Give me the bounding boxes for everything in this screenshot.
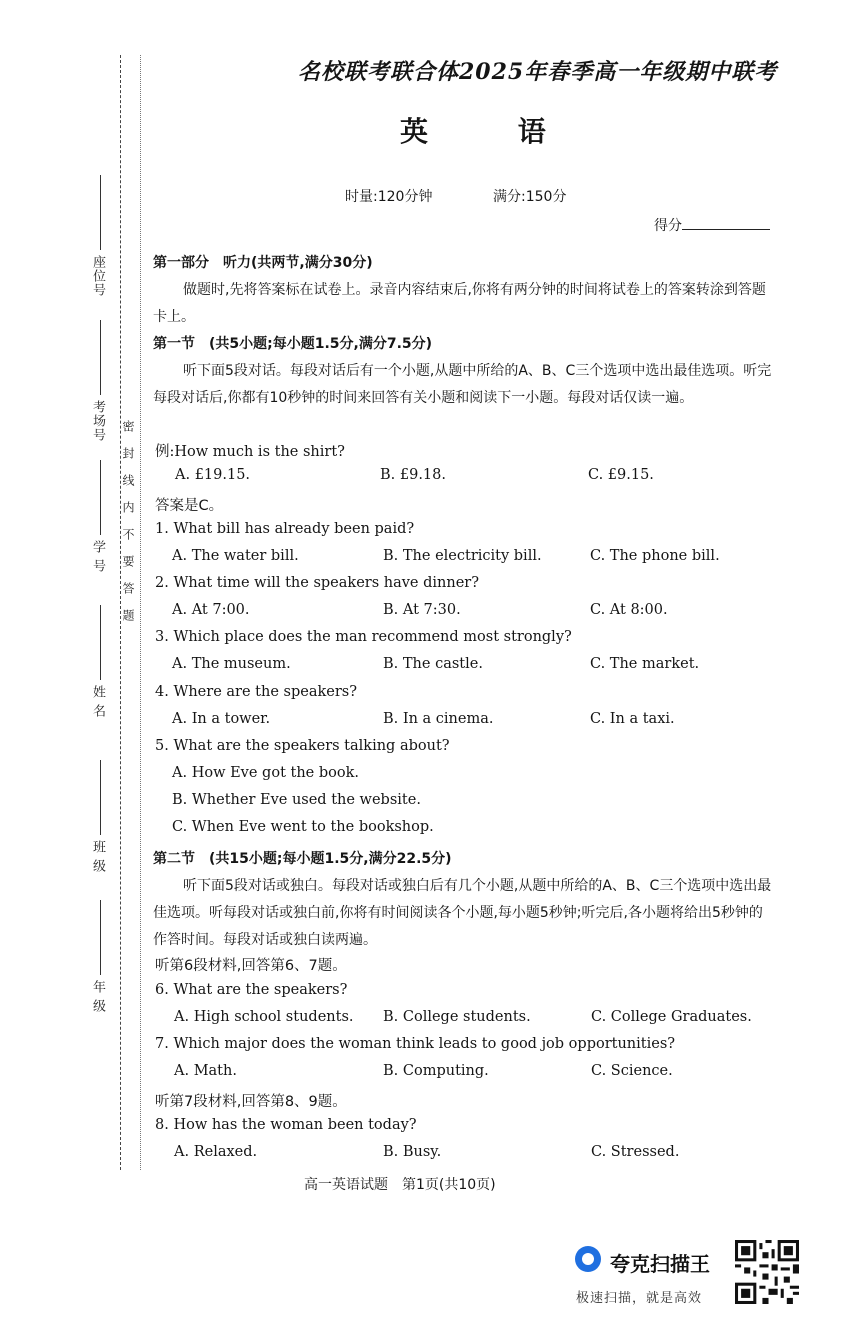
- q8-option-b: B. Busy.: [383, 1144, 442, 1160]
- q8-option-c: C. Stressed.: [591, 1144, 680, 1160]
- material-7-note: 听第7段材料,回答第8、9题。: [155, 1094, 347, 1110]
- full-score: 满分:150分: [493, 189, 567, 205]
- section1-title: 第一节 (共5小题;每小题1.5分,满分7.5分): [153, 336, 433, 352]
- q2-option-c: C. At 8:00.: [590, 602, 668, 618]
- scanner-slogan: 极速扫描，就是高效: [576, 1291, 703, 1306]
- exam-title: 名校联考联合体2025年春季高一年级期中联考: [298, 59, 778, 85]
- q5-option-b: B. Whether Eve used the website.: [172, 792, 421, 808]
- binding-dotted-line: [140, 55, 141, 1170]
- scanner-app-name: 夸克扫描王: [610, 1252, 710, 1276]
- student-no-blank: [100, 460, 101, 535]
- section1-instruction: 听下面5段对话。每段对话后有一个小题,从题中所给的A、B、C三个选项中选出最佳选项。听完每段对话后,你都有10秒钟的时间来回答有关小题和阅读下一小题。每段对话仅读一遍。: [153, 363, 772, 406]
- question-1: 1. What bill has already been paid?: [155, 521, 415, 537]
- question-6: 6. What are the speakers?: [155, 982, 348, 998]
- q5-option-c: C. When Eve went to the bookshop.: [172, 819, 434, 835]
- q2-option-a: A. At 7:00.: [172, 602, 250, 618]
- example-option-b: B. £9.18.: [380, 467, 446, 483]
- example-question: 例:How much is the shirt?: [155, 444, 345, 460]
- part1-instruction: 做题时,先将答案标在试卷上。录音内容结束后,你将有两分钟的时间将试卷上的答案转涂到答题卡上。: [153, 282, 766, 325]
- q7-option-c: C. Science.: [591, 1063, 673, 1079]
- q6-option-c: C. College Graduates.: [591, 1009, 752, 1025]
- grade-blank: [100, 900, 101, 975]
- qr-code-icon: [735, 1240, 799, 1304]
- seal-notice: 密封线内不要答题: [121, 420, 135, 636]
- seat-blank: [100, 175, 101, 250]
- name-label: 姓 名: [90, 685, 105, 719]
- question-4: 4. Where are the speakers?: [155, 684, 357, 700]
- page-footer: 高一英语试题 第1页(共10页): [304, 1177, 496, 1193]
- subject-title: 英 语: [400, 115, 586, 148]
- question-8: 8. How has the woman been today?: [155, 1117, 417, 1133]
- q4-option-a: A. In a tower.: [172, 711, 271, 727]
- example-answer: 答案是C。: [155, 498, 224, 514]
- section2-instruction: 听下面5段对话或独白。每段对话或独白后有几个小题,从题中所给的A、B、C三个选项中选出最佳选项。听每段对话或独白前,你将有时间阅读各个小题,每小题5秒钟;听完后,各小题将给出5秒钟的作答时间。每段对话或独白读两遍。: [153, 878, 772, 948]
- score-label: 得分: [654, 218, 682, 234]
- material-6-note: 听第6段材料,回答第6、7题。: [155, 958, 347, 974]
- grade-label: 年 级: [90, 980, 105, 1014]
- q6-option-a: A. High school students.: [174, 1009, 354, 1025]
- q3-option-c: C. The market.: [590, 656, 700, 672]
- example-option-a: A. £19.15.: [175, 467, 251, 483]
- q4-option-b: B. In a cinema.: [383, 711, 494, 727]
- q2-option-b: B. At 7:30.: [383, 602, 461, 618]
- q3-option-b: B. The castle.: [383, 656, 483, 672]
- student-no-label: 学 号: [90, 540, 105, 574]
- q5-option-a: A. How Eve got the book.: [172, 765, 359, 781]
- quark-logo-icon: [575, 1246, 601, 1272]
- exam-time: 时量:120分钟: [345, 189, 433, 205]
- q3-option-a: A. The museum.: [172, 656, 291, 672]
- question-5: 5. What are the speakers talking about?: [155, 738, 450, 754]
- q8-option-a: A. Relaxed.: [174, 1144, 258, 1160]
- room-blank: [100, 320, 101, 395]
- q6-option-b: B. College students.: [383, 1009, 531, 1025]
- class-label: 班 级: [90, 840, 105, 874]
- q1-option-b: B. The electricity bill.: [383, 548, 542, 564]
- q7-option-a: A. Math.: [174, 1063, 237, 1079]
- part1-title: 第一部分 听力(共两节,满分30分): [153, 255, 373, 271]
- score-blank: [682, 217, 770, 230]
- name-blank: [100, 605, 101, 680]
- question-7: 7. Which major does the woman think leads to good job opportunities?: [155, 1036, 676, 1052]
- q7-option-b: B. Computing.: [383, 1063, 489, 1079]
- question-2: 2. What time will the speakers have dinner?: [155, 575, 480, 591]
- seat-label: 座位号: [90, 255, 105, 297]
- class-blank: [100, 760, 101, 835]
- section2-title: 第二节 (共15小题;每小题1.5分,满分22.5分): [153, 851, 452, 867]
- q4-option-c: C. In a taxi.: [590, 711, 675, 727]
- room-label: 考场号: [90, 400, 105, 442]
- question-3: 3. Which place does the man recommend most strongly?: [155, 629, 572, 645]
- q1-option-c: C. The phone bill.: [590, 548, 720, 564]
- q1-option-a: A. The water bill.: [172, 548, 299, 564]
- score-field: [654, 215, 770, 235]
- example-option-c: C. £9.15.: [588, 467, 654, 483]
